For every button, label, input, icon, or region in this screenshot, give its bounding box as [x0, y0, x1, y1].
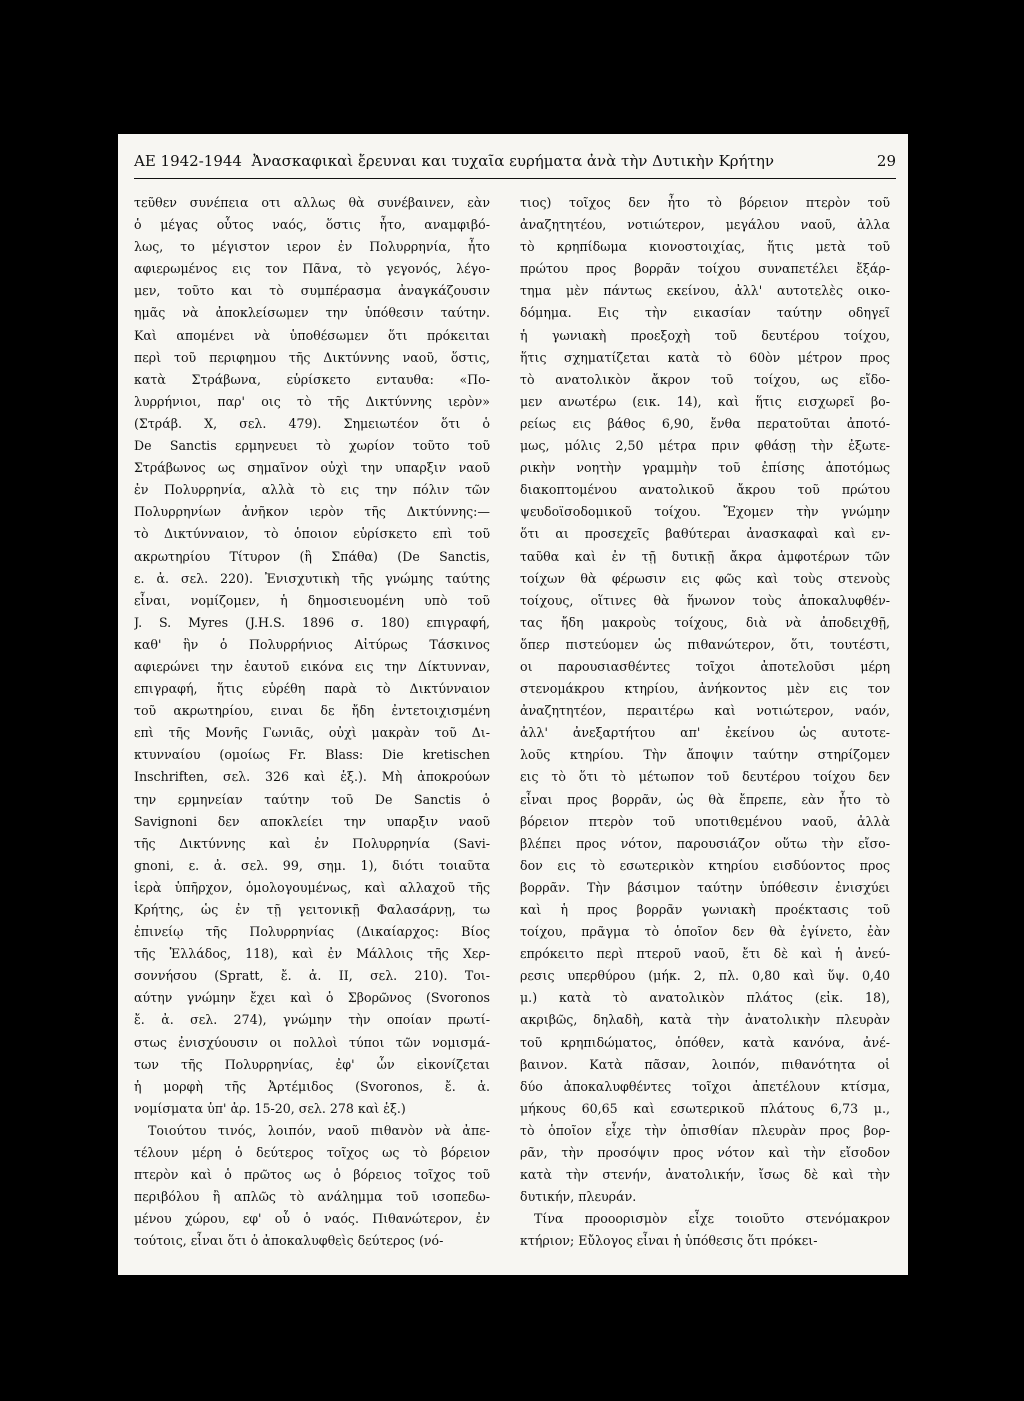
text-line: τοῦ ακρωτηρίου, ειναι δε ἤδη ἐντετοιχισμένη — [134, 703, 490, 719]
text-line: μεν, τοῦτο και τὸ συμπέρασμα ἀναγκάζουσιν — [134, 283, 490, 299]
text-line: ἀναζητητέον, περαιτέρω καὶ νοτιώτερον, ναόν, — [520, 703, 890, 719]
text-line: βορρᾶν. Τὴν βάσιμον ταύτην ὑπόθεσιν ἐνισχύει — [520, 879, 890, 895]
text-line: ὅτι αι προσεχεῖς βαθύτεραι ἀνασκαφαὶ καὶ εν- — [520, 526, 890, 542]
text-line: ἡ μορφὴ τῆς Ἀρτέμιδος (Svoronos, ἔ. ἀ. — [134, 1078, 490, 1094]
text-line: κτήριον; Εὔλογος εἶναι ἡ ὑπόθεσις ὅτι πρόκει- — [520, 1233, 818, 1249]
text-line: Πολυρρηνίων ἀνῆκον ιερὸν τῆς Δικτύννης:— — [134, 504, 490, 520]
text-line: τὸ Δικτύνναιον, τὸ ὁποιον εὑρίσκετο επὶ τοῦ — [134, 526, 490, 542]
text-line: ἔ. ἀ. σελ. 274), γνώμην τὴν οποίαν πρωτί- — [134, 1012, 490, 1028]
text-line: τὸ ανατολικὸν ἄκρον τοῦ τοίχου, ως εἴδο- — [520, 371, 890, 387]
text-line: πτερὸν καὶ ὁ πρῶτος ως ὁ βόρειος τοῖχος τοῦ — [134, 1167, 490, 1183]
text-line: τοῦ κρηπιδώματος, ὁπόθεν, κατὰ κανόνα, ἀνέ- — [520, 1034, 890, 1050]
text-line: βαινον. Κατὰ πᾶσαν, λοιπόν, πιθανότητα οἱ — [520, 1056, 890, 1072]
text-line: τημα μὲν πάντως εκείνου, ἀλλ' αυτοτελὲς οικο- — [520, 283, 890, 299]
text-line: ε. ἀ. σελ. 220). Ἐνισχυτικὴ τῆς γνώμης ταύτης — [134, 570, 490, 586]
text-line: μήκους 60,65 καὶ εσωτερικοῦ πλάτους 6,73 μ., — [520, 1100, 890, 1116]
text-line: αφιερώνει την ἑαυτοῦ εικόνα εις την Δίκτυνναν, — [134, 658, 490, 674]
text-line: Καὶ απομένει νὰ ὑποθέσωμεν ὅτι πρόκειται — [134, 327, 490, 343]
text-line: ημᾶς νὰ ἀποκλείσωμεν την ὑπόθεσιν ταύτην. — [134, 305, 490, 321]
text-line: De Sanctis ερμηνευει τὸ χωρίον τοῦτο τοῦ — [134, 438, 490, 454]
text-line: τιος) τοῖχος δεν ἦτο τὸ βόρειον πτερὸν τοῦ — [520, 195, 890, 210]
text-line: Τοιούτου τινός, λοιπόν, ναοῦ πιθανὸν νὰ ἀπε- — [148, 1122, 490, 1138]
text-line: λοῦς κτηρίου. Τὴν ἄποψιν ταύτην στηρίζομεν — [520, 747, 890, 763]
text-line: μως, μόλις 2,50 μέτρα πριν φθάσῃ τὴν ἐξωτε- — [520, 438, 890, 454]
text-line: ακριβῶς, δηλαδὴ, κατὰ τὴν ἀνατολικὴν πλευρὰν — [520, 1012, 890, 1028]
text-line: Savignoni δεν αποκλείει την υπαρξιν ναοῦ — [134, 813, 490, 829]
text-line: τούτοις, εἶναι ὅτι ὁ ἀποκαλυφθεὶς δεύτερος (νό- — [134, 1233, 444, 1249]
page-number: 29 — [876, 152, 896, 170]
page-running-title: Ἀνασκαφικαὶ ἔρευναι και τυχαῖα ευρήματα ἀνὰ τὴν Δυτικὴν Κρήτην — [251, 152, 774, 170]
text-line: ἀναζητητέου, νοτιώτερον, μεγάλου ναοῦ, ἀλλα — [520, 217, 890, 233]
running-header — [134, 152, 896, 178]
text-line: περιβόλου ἢ απλῶς τὸ ανάλημμα τοῦ ισοπεδω- — [134, 1189, 490, 1205]
journal-reference: ΑΕ 1942-1944 — [134, 152, 242, 170]
text-line: καὶ ἡ προς βορρᾶν γωνιακὴ προέκτασις τοῦ — [520, 902, 890, 917]
text-line: Κρήτης, ὡς ἐν τῇ γειτονικῇ Φαλασάρνῃ, τω — [134, 902, 490, 917]
text-line: μεν ανωτέρω (εικ. 14), καὶ ἥτις εισχωρεῖ βο- — [520, 393, 890, 409]
text-line: οι παρουσιασθέντες τοῖχοι ἀποτελοῦσι μέρη — [520, 658, 890, 674]
text-line: βόρειον πτερὸν τοῦ υποτιθεμένου ναοῦ, ἀλλὰ — [520, 813, 890, 829]
text-line: εἶναι προς βορρᾶν, ὡς θὰ ἔπρεπε, εὰν ἦτο τὸ — [520, 791, 890, 807]
text-line: ἥτις σχηματίζεται κατὰ τὸ 60ὸν μέτρον προς — [520, 349, 890, 365]
text-line: αύτην γνώμην ἔχει καὶ ὁ Σβορῶνος (Svoronos — [134, 990, 490, 1006]
text-line: μένου χώρου, εφ' οὗ ὁ ναός. Πιθανώτερον, ἐν — [134, 1211, 490, 1227]
text-line: δόμημα. Εις τὴν εικασίαν ταύτην οδηγεῖ — [520, 305, 890, 321]
text-line: επρόκειτο περὶ πτεροῦ ναοῦ, ἔτι δὲ καὶ ἡ ἀνεύ- — [520, 946, 890, 962]
text-line: μ.) κατὰ τὸ ανατολικὸν πλάτος (εἰκ. 18), — [520, 990, 890, 1006]
text-line: βλέπει προς νότον, παρουσιάζον οὕτω τὴν εἴσο- — [520, 835, 890, 851]
text-line: στως ἐνισχύουσιν οι πολλοὶ τύποι τῶν νομισμά- — [134, 1034, 490, 1050]
text-line: δύο ἀποκαλυφθέντες τοῖχοι ἀπετέλουν κτίσμα, — [520, 1078, 890, 1094]
text-line: ρείως εις βάθος 6,90, ἔνθα περατοῦται ἀποτό- — [520, 415, 890, 431]
text-line: περὶ τοῦ περιφημου τῆς Δικτύννης ναοῦ, ὅστις, — [134, 349, 490, 365]
text-line: ἀλλ' ἀνεξαρτήτου απ' ἐκείνου ὡς αυτοτε- — [520, 725, 890, 741]
document-page — [118, 134, 908, 1275]
text-line: κατὰ τὴν στενήν, ἀνατολικήν, ἴσως δὲ καὶ τὴν — [520, 1167, 890, 1183]
header-journal-and-title — [134, 152, 774, 170]
text-line: τῆς Δικτύννης καὶ ἐν Πολυρρηνία (Savi- — [134, 835, 490, 851]
text-line: ακρωτηρίου Τίτυρον (ἢ Σπάθα) (De Sanctis, — [134, 548, 490, 564]
text-line: J. S. Myres (J.H.S. 1896 σ. 180) επιγραφή, — [134, 614, 490, 630]
text-line: κτυνναίου (ομοίως Fr. Blass: Die kretischen — [134, 747, 490, 763]
text-line: ἐπινείῳ τῆς Πολυρρηνίας (Δικαίαρχος: Βίος — [134, 924, 490, 940]
text-line: σοννήσου (Spratt, ἔ. ἀ. II, σελ. 210). Τοι- — [134, 968, 490, 984]
text-line: (Στράβ. Χ, σελ. 479). Σημειωτέον ὅτι ὁ — [134, 415, 490, 431]
text-line: ταῦθα καὶ ἐν τῇ δυτικῇ ἄκρα ἀμφοτέρων τῶν — [520, 548, 890, 564]
text-line: τέλουν μέρη ὁ δεύτερος τοῖχος ως τὸ βόρειον — [134, 1145, 490, 1161]
text-line: διακοπτομένου ανατολικοῦ ἄκρου τοῦ πρώτου — [520, 482, 890, 498]
text-line: τοίχων θὰ φέρωσιν εις φῶς καὶ τοὺς στενοὺς — [520, 570, 890, 586]
text-line: ρικὴν νοητὴν γραμμὴν τοῦ ἐπίσης ἀποτόμως — [520, 460, 890, 476]
text-line: στενομάκρου κτηρίου, ἀνήκοντος μὲν εις τον — [520, 681, 890, 697]
text-line: δυτικήν, πλευράν. — [520, 1189, 637, 1205]
text-line: ἐν Πολυρρηνία, αλλὰ τὸ εις την πόλιν τῶν — [134, 482, 490, 498]
text-line: επιγραφή, ἥτις εὑρέθη παρὰ τὸ Δικτύνναιον — [134, 681, 490, 697]
text-line: κατὰ Στράβωνα, εὑρίσκετο ενταυθα: «Πο- — [134, 371, 490, 387]
text-line: τὸ κρηπίδωμα κιονοστοιχίας, ἥτις μετὰ τοῦ — [520, 239, 890, 255]
left-text-column — [134, 192, 490, 1253]
text-line: τας ἤδη μακροὺς τοίχους, διὰ νὰ ἀποδειχθῇ, — [520, 614, 890, 630]
text-line: αφιερωμένος εις τον Πᾶνα, τὸ γεγονός, λέγο- — [134, 261, 490, 277]
text-line: τῆς Ἑλλάδος, 118), καὶ ἐν Μάλλοις τῆς Χερ- — [134, 946, 490, 962]
text-line: gnoni, ε. ἀ. σελ. 99, σημ. 1), διότι τοιαῦτα — [134, 857, 490, 873]
text-line: ὁ μέγας οὗτος ναός, ὅστις ἦτο, αναμφιβό- — [134, 217, 490, 233]
text-line: λως, το μέγιστον ιερον ἐν Πολυρρηνία, ἦτο — [134, 239, 490, 255]
text-line: τὸ ὁποῖον εἶχε τὴν ὀπισθίαν πλευρὰν προς βορ- — [520, 1122, 890, 1138]
text-line: ρεσις υπερθύρου (μήκ. 2, πλ. 0,80 καὶ ὕψ. 0,40 — [520, 968, 890, 984]
text-line: εις τὸ ὅτι τὸ μέτωπον τοῦ δευτέρου τοίχου δεν — [520, 769, 890, 785]
text-line: νομίσματα ὑπ' ἀρ. 15-20, σελ. 278 καὶ ἑξ.) — [134, 1100, 406, 1116]
text-line: τεῦθεν συνέπεια οτι αλλως θὰ συνέβαινεν, εὰν — [134, 195, 490, 210]
text-line: λυρρήνιοι, παρ' οις τὸ τῆς Δικτύννης ιερὸν» — [134, 393, 490, 409]
text-line: ρᾶν, τὴν προσόψιν προς νότον καὶ τὴν εἴσοδον — [520, 1145, 890, 1161]
text-line: ὅπερ πιστεύομεν ὡς πιθανώτερον, ὅτι, τουτέστι, — [520, 636, 890, 652]
right-text-column — [520, 192, 890, 1253]
header-rule — [134, 178, 896, 179]
text-line: επὶ τῆς Μονῆς Γωνιᾶς, οὐχὶ μακρὰν τοῦ Δι- — [134, 725, 490, 741]
text-line: εἶναι, νομίζομεν, ἡ δημοσιευομένη υπὸ τοῦ — [134, 592, 490, 608]
text-line: ψευδοϊσοδομικοῦ τοίχου. Ἔχομεν τὴν γνώμην — [520, 504, 890, 520]
text-line: Inschriften, σελ. 326 καὶ ἑξ.). Μὴ ἀποκρούων — [134, 769, 490, 785]
text-line: τοίχου, πρᾶγμα τὸ ὁποῖον δεν θὰ ἐγίνετο, ἐὰν — [520, 924, 890, 940]
text-line: Τίνα προοορισμὸν εἶχε τοιοῦτο στενόμακρον — [534, 1211, 890, 1227]
text-line: δον εις τὸ εσωτερικὸν κτηρίου εισδύοντος προς — [520, 857, 890, 873]
text-line: πρώτου προς βορρᾶν τοίχου συναπετέλει ἔξάρ- — [520, 261, 890, 277]
text-line: την ερμηνείαν ταύτην τοῦ De Sanctis ὁ — [134, 791, 490, 807]
text-line: τοίχους, οἵτινες θὰ ἥνωνον τοὺς ἀποκαλυφθέν- — [520, 592, 890, 608]
text-line: των τῆς Πολυρρηνίας, ἐφ' ὧν εἰκονίζεται — [134, 1056, 490, 1072]
text-line: Στράβωνος ως σημαῖνον οὐχὶ την υπαρξιν ναοῦ — [134, 460, 490, 476]
text-line: καθ' ἣν ὁ Πολυρρήνιος Αἰτύρως Τάσκινος — [134, 636, 490, 652]
text-line: ἡ γωνιακὴ προεξοχὴ τοῦ δευτέρου τοίχου, — [520, 327, 890, 343]
text-line: ἱερὰ ὑπῆρχον, ὁμολογουμένως, καὶ αλλαχοῦ τῆς — [134, 879, 490, 895]
